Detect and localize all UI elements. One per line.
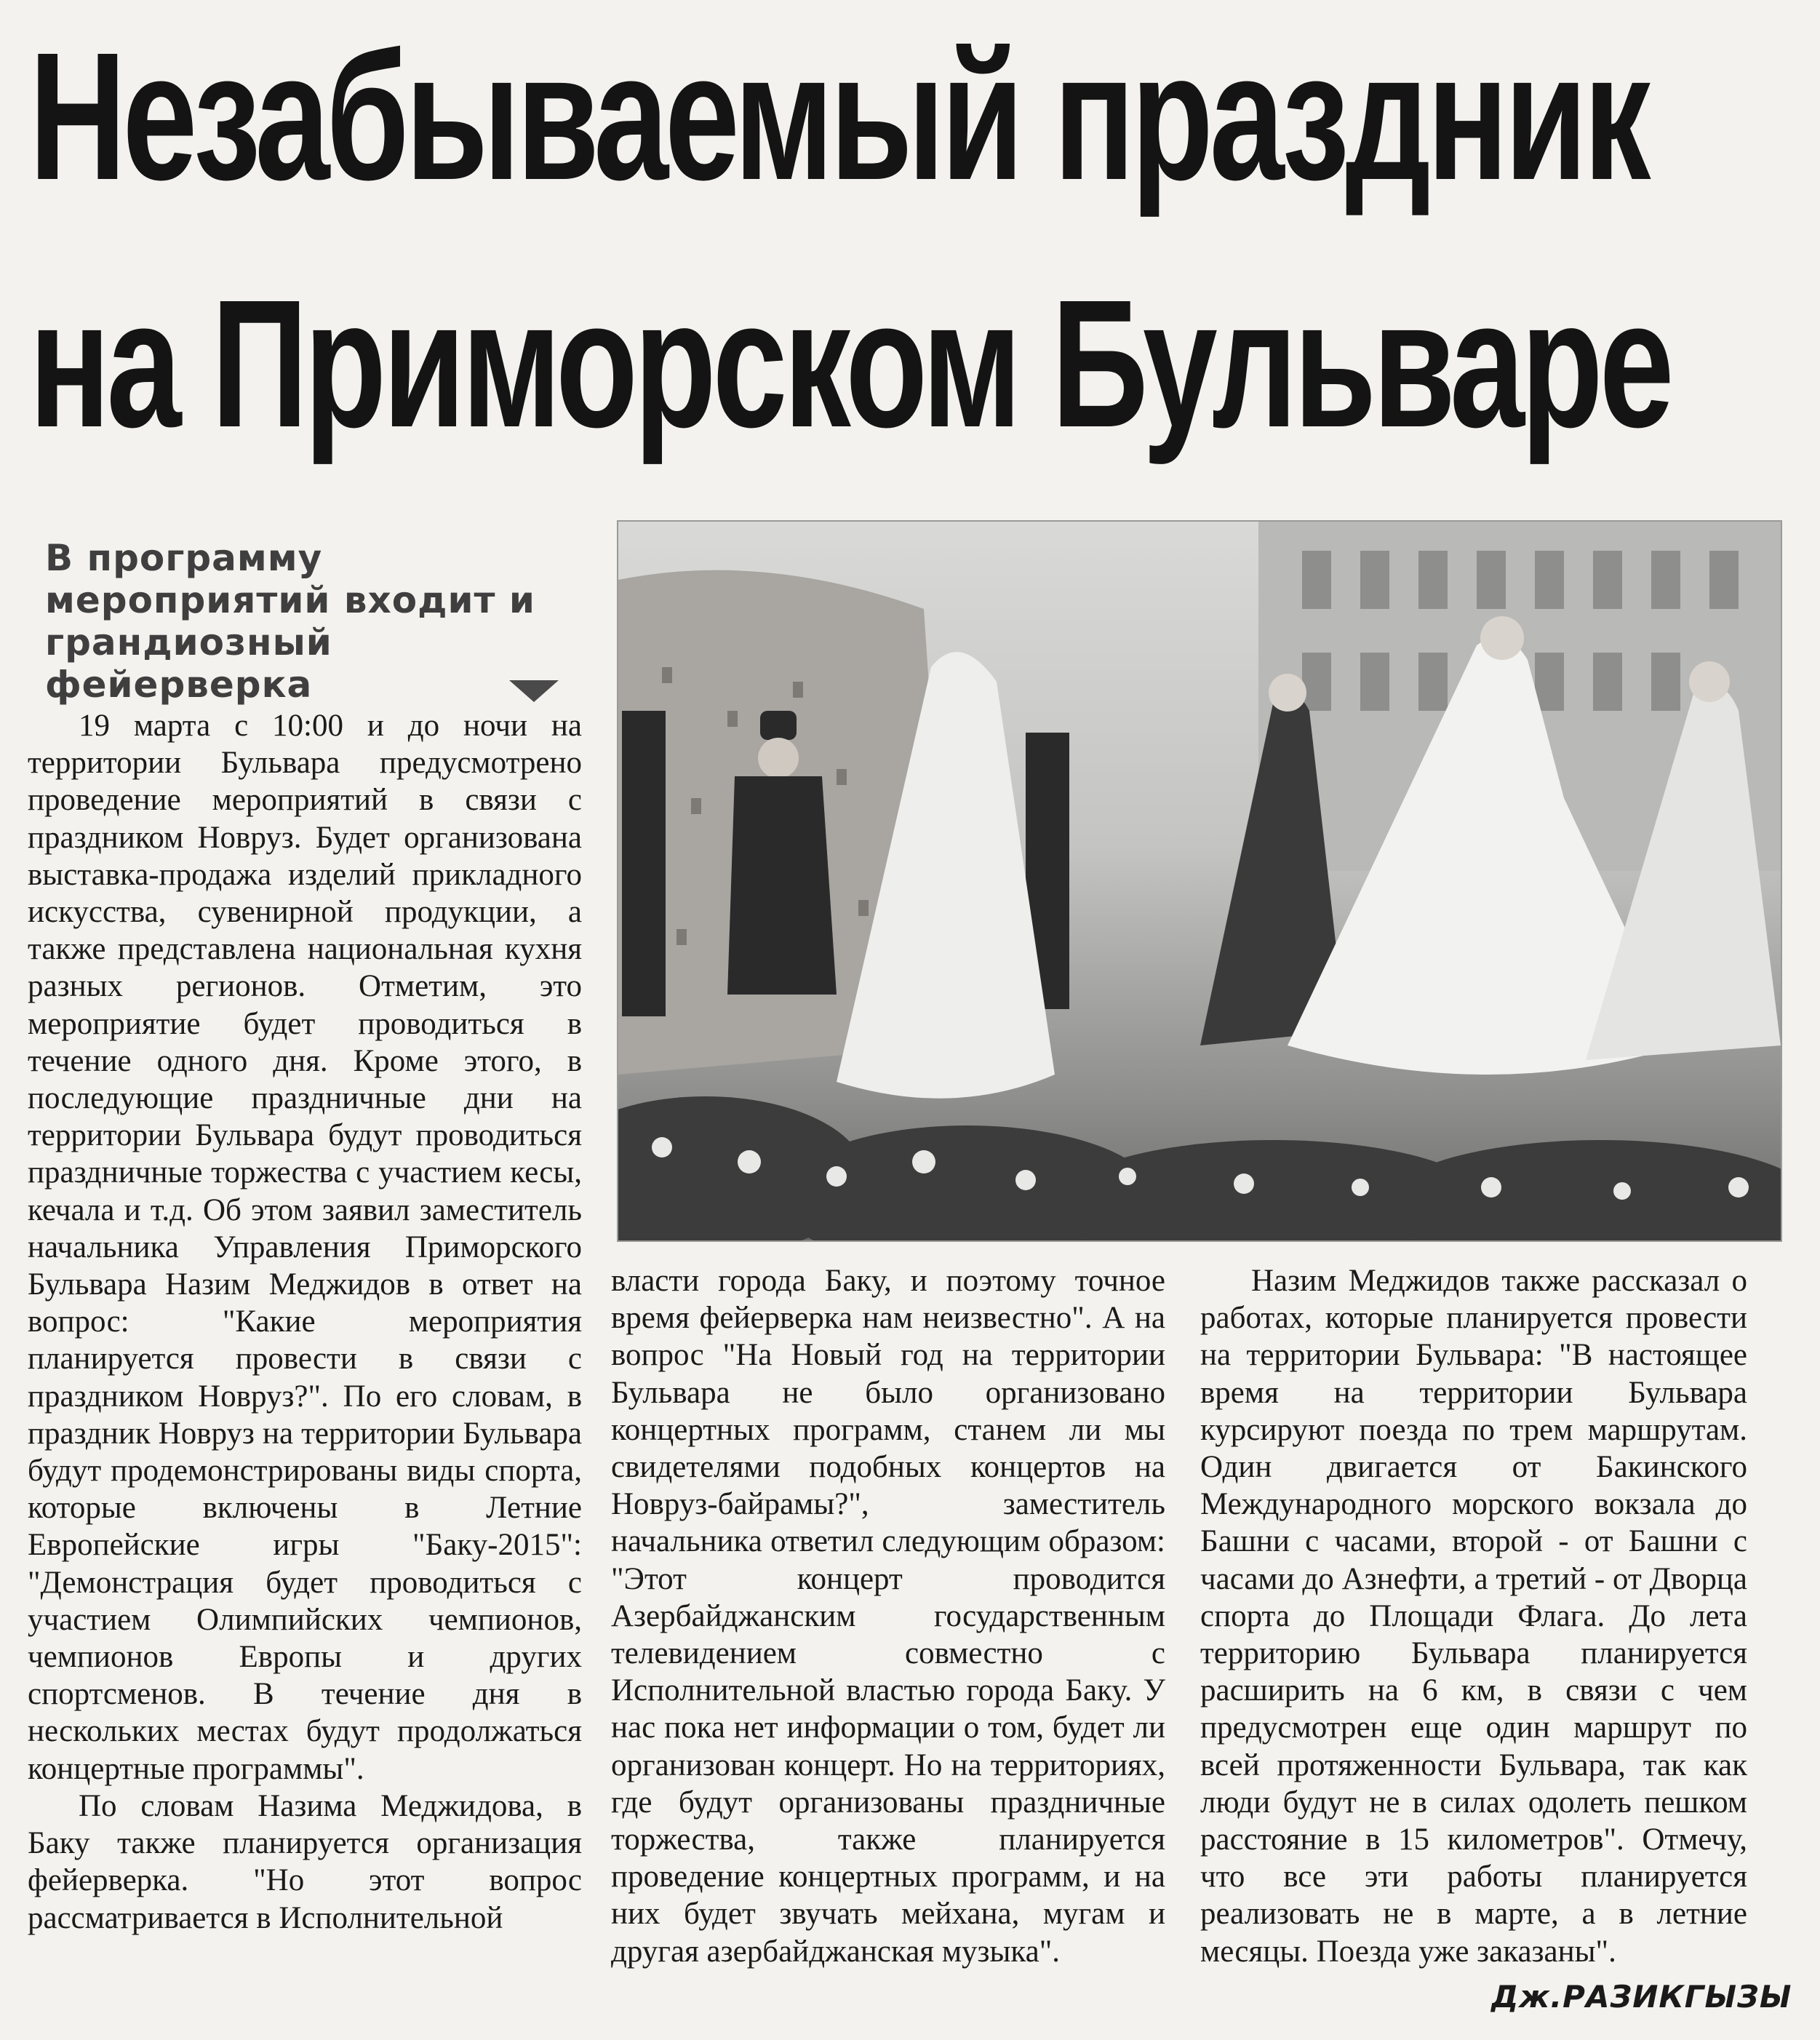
headline-line-1: Незабываемый праздник [29, 15, 1648, 218]
photo-illustration [618, 522, 1781, 1240]
article-column-2 [611, 1262, 1165, 1970]
dancers-photo [617, 520, 1782, 1242]
headline-line-2: на Приморском Бульваре [29, 262, 1671, 465]
article-column-1 [28, 707, 582, 1937]
author-byline: Дж.РАЗИКГЫЗЫ [1491, 1979, 1792, 2015]
article-column-3 [1200, 1262, 1747, 1970]
paragraph: 19 марта с 10:00 и до ночи на территории Бульвара предусмотрено проведение мероприятий в связи с праздником Новруз. Будет организована выставка-продажа изделий прикладного искусства, сувенирной продукции, а также представлена национальная кухня разных регионов. Отметим, это мероприятие будет проводиться в течение одного дня. Кроме этого, в последующие праздничные дни на территории Бульвара будут проводиться праздничные торжества с участием кесы, кечала и т.д. Об этом заявил заместитель начальника Управления Приморского Бульвара Назим Меджидов в ответ на вопрос: "Какие мероприятия планируется провести в связи с праздником Новруз?". По его словам, в праздник Новруз на территории Бульвара будут продемонстрированы виды спорта, которые включены в Летние Европейские игры "Баку-2015": "Демонстрация будет проводиться с участием Олимпийских чемпионов, чемпионов Европы и других спортсменов. В течение дня в нескольких местах будут продолжаться концертные программы". [28, 709, 582, 1786]
paragraph: По словам Назима Меджидова, в Баку также планируется организация фейерверка. "Но этот вопрос рассматривается в Исполнительной [28, 1788, 582, 1935]
paragraph: власти города Баку, и поэтому точное время фейерверка нам неизвестно". А на вопрос "На Новый год на территории Бульвара не было организовано концертных программ, станем ли мы свидетелями подобных концертов на Новруз-байрамы?", заместитель начальника ответил следующим образом: "Этот концерт проводится Азербайджанским государственным телевидением совместно с Исполнительной властью города Баку. У нас пока нет информации о том, будет ли организован концерт. Но на территориях, где будут организованы праздничные торжества, также планируется проведение концертных программ, и на них будет звучать мейхана, мугам и другая азербайджанская музыка". [611, 1264, 1165, 1969]
paragraph: Назим Меджидов также рассказал о работах, которые планируется провести на территории Бульвара: "В настоящее время на территории Бульвара курсируют поезда по трем маршрутам. Один двигается от Бакинского Международного морского вокзала до Башни с часами, второй - от Башни с часами до Азнефти, а третий - от Дворца спорта до Площади Флага. До лета территорию Бульвара планируется расширить на 6 км, в связи с чем предусмотрен еще один маршрут по всей протяженности Бульвара, так как люди будут не в силах одолеть пешком расстояние в 15 километров". Отмечу, что все эти работы планируется реализовать не в марте, а в летние месяцы. Поезда уже заказаны". [1200, 1264, 1747, 1969]
triangle-down-icon [509, 680, 559, 702]
subheadline: В программу мероприятий входит и грандиозный фейерверка [45, 537, 535, 706]
